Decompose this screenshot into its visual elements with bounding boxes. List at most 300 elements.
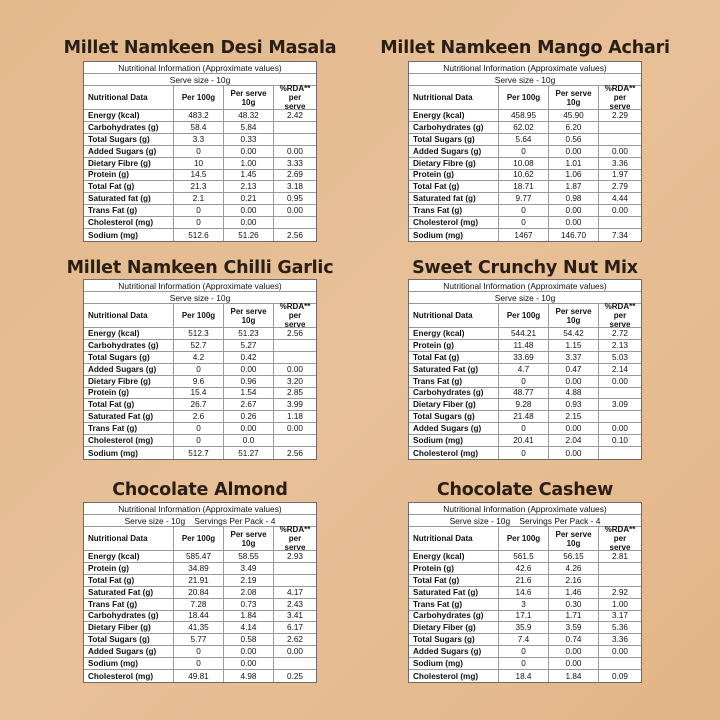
- rda-value: [599, 411, 641, 422]
- info-text: Nutritional Information (Approximate values): [443, 62, 607, 73]
- info-text: Nutritional Information (Approximate values): [118, 62, 282, 73]
- per-100g-value: 10.08: [499, 158, 549, 169]
- nutrient-name: Energy (kcal): [409, 110, 499, 121]
- nutrient-name: Added Sugars (g): [84, 646, 174, 657]
- rda-value: 2.81: [612, 551, 628, 561]
- per-100g-value: 2.1: [174, 193, 224, 204]
- table-header-row: [84, 86, 316, 110]
- table-row: [409, 158, 641, 170]
- info-text: Nutritional Information (Approximate values): [118, 280, 282, 291]
- header-per-100g: Per 100g: [499, 86, 549, 109]
- per-serve-value: 3.49: [224, 563, 274, 574]
- table-row: [84, 658, 316, 670]
- per-100g-value: 35.9: [499, 622, 549, 633]
- rda-value: 1.18: [287, 412, 303, 422]
- info-row: [84, 503, 316, 515]
- rda-value: 2.42: [287, 110, 303, 120]
- per-serve-value: 4.88: [549, 388, 599, 399]
- table-row: [409, 217, 641, 229]
- per-serve-value: 0.73: [224, 599, 274, 610]
- table-row: [409, 340, 641, 352]
- table-row: [409, 388, 641, 400]
- table-row: [409, 328, 641, 340]
- per-serve-value: 0.47: [549, 364, 599, 375]
- per-serve-value: 0.21: [224, 193, 274, 204]
- table-row: [409, 447, 641, 459]
- rda-value: 3.99: [287, 400, 303, 410]
- per-serve-value: 0.33: [224, 134, 274, 145]
- nutrient-name: Sodium (mg): [409, 658, 499, 669]
- header-rda: %RDA** per serve: [279, 84, 311, 111]
- table-row: [84, 217, 316, 229]
- rda-value: 0.00: [612, 146, 628, 156]
- rda-value: 0.00: [612, 647, 628, 657]
- per-serve-value: 1.06: [549, 170, 599, 181]
- per-serve-value: 0.00: [549, 217, 599, 228]
- per-100g-value: 14.6: [499, 587, 549, 598]
- rda-value: 4.17: [287, 587, 303, 597]
- rda-value: 2.62: [287, 635, 303, 645]
- per-serve-value: 0.93: [549, 399, 599, 410]
- serve-size-text: Serve size - 10g: [169, 292, 231, 303]
- info-row: [409, 280, 641, 292]
- rda-value: [274, 340, 316, 351]
- per-serve-value: 0.00: [549, 646, 599, 657]
- table-row: [409, 423, 641, 435]
- nutrient-name: Protein (g): [84, 170, 174, 181]
- nutrient-name: Dietary Fibre (g): [84, 376, 174, 387]
- rda-value: [274, 352, 316, 363]
- per-100g-value: 0: [174, 364, 224, 375]
- nutrient-name: Protein (g): [84, 388, 174, 399]
- nutrient-name: Sodium (mg): [84, 658, 174, 669]
- table-row: [409, 170, 641, 182]
- rda-value: 0.00: [287, 647, 303, 657]
- nutrient-name: Protein (g): [409, 340, 499, 351]
- nutrient-name: Saturated Fat (g): [409, 364, 499, 375]
- nutrient-name: Added Sugars (g): [409, 146, 499, 157]
- per-100g-value: 52.7: [174, 340, 224, 351]
- header-rda: %RDA** per serve: [604, 84, 636, 111]
- header-nutritional-data: Nutritional Data: [409, 86, 499, 109]
- per-serve-value: 0.00: [549, 658, 599, 669]
- per-serve-value: 5.27: [224, 340, 274, 351]
- panel-title: Millet Namkeen Mango Achari: [380, 38, 670, 58]
- table-row: [84, 622, 316, 634]
- table-row: [84, 352, 316, 364]
- table-row: [84, 170, 316, 182]
- per-serve-value: 4.98: [224, 670, 274, 682]
- per-100g-value: 5.77: [174, 634, 224, 645]
- table-row: [84, 599, 316, 611]
- rda-value: 0.00: [287, 146, 303, 156]
- table-row: [409, 205, 641, 217]
- nutrient-name: Added Sugars (g): [409, 646, 499, 657]
- panel-title: Chocolate Almond: [112, 480, 288, 500]
- rda-value: 2.92: [612, 587, 628, 597]
- per-100g-value: 11.48: [499, 340, 549, 351]
- table-row: [84, 423, 316, 435]
- rda-value: [274, 658, 316, 669]
- header-per-100g: Per 100g: [174, 527, 224, 550]
- serve-size-text: Serve size - 10g: [494, 292, 556, 303]
- per-100g-value: 512.7: [174, 447, 224, 459]
- table-row: [84, 110, 316, 122]
- table-row: [409, 376, 641, 388]
- table-row: [84, 551, 316, 563]
- header-nutritional-data: Nutritional Data: [409, 304, 499, 327]
- nutrient-name: Cholesterol (mg): [409, 217, 499, 228]
- per-serve-value: 56.15: [549, 551, 599, 562]
- nutrient-name: Cholesterol (mg): [409, 447, 499, 459]
- per-100g-value: 21.6: [499, 575, 549, 586]
- rda-value: 2.43: [287, 599, 303, 609]
- per-100g-value: 9.77: [499, 193, 549, 204]
- table-row: [409, 435, 641, 447]
- table-row: [409, 551, 641, 563]
- rda-value: 2.14: [612, 364, 628, 374]
- table-row: [409, 599, 641, 611]
- header-per-100g: Per 100g: [499, 527, 549, 550]
- per-serve-value: 1.01: [549, 158, 599, 169]
- nutrient-name: Total Sugars (g): [409, 134, 499, 145]
- per-serve-value: 51.27: [224, 447, 274, 459]
- per-100g-value: 0: [174, 658, 224, 669]
- per-100g-value: 0: [499, 376, 549, 387]
- table-row: [84, 435, 316, 447]
- rda-value: 1.00: [612, 599, 628, 609]
- table-row: [84, 158, 316, 170]
- rda-value: 0.10: [612, 436, 628, 446]
- nutrient-name: Saturated Fat (g): [84, 587, 174, 598]
- rda-value: 3.36: [612, 158, 628, 168]
- info-row: [84, 62, 316, 74]
- per-serve-value: 0.26: [224, 411, 274, 422]
- rda-value: [274, 575, 316, 586]
- table-row: [84, 634, 316, 646]
- rda-value: 1.97: [612, 170, 628, 180]
- table-row: [84, 587, 316, 599]
- table-row: [84, 229, 316, 241]
- header-per-100g: Per 100g: [174, 304, 224, 327]
- panel-title: Chocolate Cashew: [436, 480, 614, 500]
- table-header-row: [409, 527, 641, 551]
- per-100g-value: 0: [174, 205, 224, 216]
- rda-value: [599, 658, 641, 669]
- nutrition-table: [83, 279, 317, 460]
- table-header-row: [409, 86, 641, 110]
- per-serve-value: 1.15: [549, 340, 599, 351]
- per-serve-value: 1.87: [549, 181, 599, 192]
- nutrient-name: Trans Fat (g): [84, 205, 174, 216]
- rda-value: 0.95: [287, 194, 303, 204]
- nutrient-name: Saturated Fat (g): [84, 411, 174, 422]
- nutrient-name: Cholesterol (mg): [84, 217, 174, 228]
- per-serve-value: 0.00: [224, 205, 274, 216]
- per-serve-value: 5.84: [224, 122, 274, 133]
- per-100g-value: 1467: [499, 229, 549, 241]
- rda-value: [274, 563, 316, 574]
- nutrient-name: Dietary Fibre (g): [409, 158, 499, 169]
- nutrient-name: Total Sugars (g): [409, 411, 499, 422]
- table-row: [409, 646, 641, 658]
- per-100g-value: 0: [499, 146, 549, 157]
- per-100g-value: 0: [499, 447, 549, 459]
- per-100g-value: 0: [174, 146, 224, 157]
- table-row: [409, 611, 641, 623]
- table-row: [84, 193, 316, 205]
- table-row: [84, 364, 316, 376]
- table-row: [84, 328, 316, 340]
- nutrient-name: Total Fat (g): [409, 352, 499, 363]
- rda-value: 3.18: [287, 182, 303, 192]
- per-100g-value: 4.7: [499, 364, 549, 375]
- per-100g-value: 0: [174, 435, 224, 446]
- per-100g-value: 58.4: [174, 122, 224, 133]
- per-serve-value: 3.37: [549, 352, 599, 363]
- per-100g-value: 62.02: [499, 122, 549, 133]
- nutrient-name: Cholesterol (mg): [409, 670, 499, 682]
- table-header-row: [84, 527, 316, 551]
- per-100g-value: 7.28: [174, 599, 224, 610]
- rda-value: 2.29: [612, 110, 628, 120]
- header-nutritional-data: Nutritional Data: [84, 86, 174, 109]
- header-rda: %RDA** per serve: [604, 302, 636, 329]
- serve-size-text: Serve size - 10g Servings Per Pack - 4: [449, 515, 601, 526]
- per-serve-value: 1.71: [549, 611, 599, 622]
- per-100g-value: 512.3: [174, 328, 224, 339]
- per-100g-value: 544.21: [499, 328, 549, 339]
- nutrient-name: Sodium (mg): [84, 447, 174, 459]
- table-row: [84, 563, 316, 575]
- nutrient-name: Energy (kcal): [84, 551, 174, 562]
- rda-value: 3.36: [612, 635, 628, 645]
- per-serve-value: 4.14: [224, 622, 274, 633]
- rda-value: 6.17: [287, 623, 303, 633]
- rda-value: [599, 217, 641, 228]
- nutrient-name: Trans Fat (g): [84, 599, 174, 610]
- table-row: [84, 340, 316, 352]
- per-100g-value: 33.69: [499, 352, 549, 363]
- table-header-row: [409, 304, 641, 328]
- per-serve-value: 0.00: [549, 146, 599, 157]
- table-row: [409, 146, 641, 158]
- nutrition-table: [83, 502, 317, 683]
- nutrient-name: Total Fat (g): [409, 181, 499, 192]
- per-100g-value: 21.3: [174, 181, 224, 192]
- rda-value: [274, 435, 316, 446]
- header-nutritional-data: Nutritional Data: [84, 527, 174, 550]
- rda-value: 3.41: [287, 611, 303, 621]
- per-100g-value: 5.64: [499, 134, 549, 145]
- nutrient-name: Energy (kcal): [84, 110, 174, 121]
- per-100g-value: 26.7: [174, 399, 224, 410]
- per-serve-value: 2.08: [224, 587, 274, 598]
- per-serve-value: 1.84: [224, 611, 274, 622]
- rda-value: 0.25: [287, 671, 303, 681]
- rda-value: [274, 217, 316, 228]
- per-serve-value: 0.00: [224, 217, 274, 228]
- per-serve-value: 2.16: [549, 575, 599, 586]
- rda-value: 4.44: [612, 194, 628, 204]
- table-row: [409, 110, 641, 122]
- nutrient-name: Energy (kcal): [409, 328, 499, 339]
- table-row: [84, 205, 316, 217]
- nutrition-table: [408, 279, 642, 460]
- per-serve-value: 48.32: [224, 110, 274, 121]
- per-serve-value: 2.15: [549, 411, 599, 422]
- per-100g-value: 49.81: [174, 670, 224, 682]
- rda-value: [599, 575, 641, 586]
- rda-value: 0.00: [287, 206, 303, 216]
- nutrient-name: Saturated Fat (g): [409, 587, 499, 598]
- per-serve-value: 0.00: [224, 646, 274, 657]
- per-serve-value: 51.23: [224, 328, 274, 339]
- rda-value: 3.20: [287, 376, 303, 386]
- per-serve-value: 1.84: [549, 670, 599, 682]
- table-row: [409, 352, 641, 364]
- nutrient-name: Sodium (mg): [409, 435, 499, 446]
- per-serve-value: 0.42: [224, 352, 274, 363]
- rda-value: 5.36: [612, 623, 628, 633]
- nutrition-table: [408, 502, 642, 683]
- per-serve-value: 0.30: [549, 599, 599, 610]
- per-100g-value: 10: [174, 158, 224, 169]
- nutrient-name: Protein (g): [409, 170, 499, 181]
- table-row: [409, 411, 641, 423]
- rda-value: 3.17: [612, 611, 628, 621]
- table-row: [409, 634, 641, 646]
- header-per-serve: Per serve 10g: [549, 527, 599, 550]
- per-100g-value: 0: [499, 646, 549, 657]
- per-100g-value: 561.5: [499, 551, 549, 562]
- nutrient-name: Dietary Fiber (g): [84, 622, 174, 633]
- table-row: [409, 122, 641, 134]
- per-100g-value: 458.95: [499, 110, 549, 121]
- per-100g-value: 18.44: [174, 611, 224, 622]
- nutrient-name: Sodium (mg): [409, 229, 499, 241]
- per-serve-value: 1.46: [549, 587, 599, 598]
- rda-value: [599, 388, 641, 399]
- table-row: [409, 229, 641, 241]
- per-100g-value: 17.1: [499, 611, 549, 622]
- nutrient-name: Trans Fat (g): [409, 376, 499, 387]
- table-row: [84, 646, 316, 658]
- per-serve-value: 0.00: [549, 205, 599, 216]
- header-nutritional-data: Nutritional Data: [84, 304, 174, 327]
- rda-value: 0.00: [612, 206, 628, 216]
- nutrient-name: Carbohydrates (g): [84, 122, 174, 133]
- nutrition-table: [83, 61, 317, 242]
- table-row: [84, 134, 316, 146]
- header-nutritional-data: Nutritional Data: [409, 527, 499, 550]
- header-per-serve: Per serve 10g: [224, 527, 274, 550]
- per-100g-value: 20.41: [499, 435, 549, 446]
- nutrient-name: Trans Fat (g): [409, 599, 499, 610]
- nutrient-name: Sodium (mg): [84, 229, 174, 241]
- rda-value: 3.33: [287, 158, 303, 168]
- nutrient-name: Total Fat (g): [84, 181, 174, 192]
- rda-value: 2.13: [612, 340, 628, 350]
- nutrient-name: Carbohydrates (g): [409, 122, 499, 133]
- per-serve-value: 2.19: [224, 575, 274, 586]
- table-row: [409, 193, 641, 205]
- rda-value: 2.79: [612, 182, 628, 192]
- info-row: [409, 503, 641, 515]
- table-row: [84, 388, 316, 400]
- header-per-serve: Per serve 10g: [224, 86, 274, 109]
- table-row: [409, 399, 641, 411]
- panel-title: Millet Namkeen Desi Masala: [63, 38, 337, 58]
- per-100g-value: 0: [499, 217, 549, 228]
- per-100g-value: 585.47: [174, 551, 224, 562]
- per-serve-value: 0.00: [224, 364, 274, 375]
- rda-value: 2.93: [287, 551, 303, 561]
- serve-size-text: Serve size - 10g: [169, 74, 231, 85]
- table-row: [409, 622, 641, 634]
- table-row: [409, 364, 641, 376]
- nutrient-name: Saturated fat (g): [409, 193, 499, 204]
- rda-value: 2.85: [287, 388, 303, 398]
- rda-value: [599, 122, 641, 133]
- rda-value: 7.34: [612, 230, 628, 240]
- per-serve-value: 54.42: [549, 328, 599, 339]
- table-row: [409, 134, 641, 146]
- per-100g-value: 10.62: [499, 170, 549, 181]
- info-text: Nutritional Information (Approximate values): [443, 280, 607, 291]
- per-100g-value: 7.4: [499, 634, 549, 645]
- per-serve-value: 0.58: [224, 634, 274, 645]
- nutrient-name: Total Sugars (g): [84, 352, 174, 363]
- per-100g-value: 0: [174, 423, 224, 434]
- nutrient-name: Trans Fat (g): [409, 205, 499, 216]
- rda-value: [274, 134, 316, 145]
- per-serve-value: 146.70: [549, 229, 599, 241]
- table-row: [84, 411, 316, 423]
- per-100g-value: 512.6: [174, 229, 224, 241]
- header-per-100g: Per 100g: [499, 304, 549, 327]
- header-rda: %RDA** per serve: [279, 525, 311, 552]
- serve-size-text: Serve size - 10g: [494, 74, 556, 85]
- info-row: [84, 280, 316, 292]
- per-100g-value: 21.48: [499, 411, 549, 422]
- table-row: [409, 563, 641, 575]
- rda-value: 0.00: [612, 424, 628, 434]
- per-serve-value: 0.00: [224, 423, 274, 434]
- per-serve-value: 6.20: [549, 122, 599, 133]
- table-row: [409, 658, 641, 670]
- nutrient-name: Dietary Fibre (g): [84, 158, 174, 169]
- per-100g-value: 3: [499, 599, 549, 610]
- serve-size-text: Serve size - 10g Servings Per Pack - 4: [124, 515, 276, 526]
- nutrient-name: Carbohydrates (g): [84, 340, 174, 351]
- table-row: [409, 181, 641, 193]
- info-text: Nutritional Information (Approximate values): [443, 503, 607, 514]
- per-100g-value: 0: [174, 646, 224, 657]
- per-serve-value: 51.26: [224, 229, 274, 241]
- table-row: [84, 575, 316, 587]
- table-row: [84, 399, 316, 411]
- per-100g-value: 21.91: [174, 575, 224, 586]
- rda-value: 2.56: [287, 230, 303, 240]
- rda-value: [599, 134, 641, 145]
- nutrient-name: Carbohydrates (g): [409, 388, 499, 399]
- nutrient-name: Dietary Fiber (g): [409, 399, 499, 410]
- table-row: [84, 611, 316, 623]
- per-100g-value: 0: [174, 217, 224, 228]
- nutrient-name: Carbohydrates (g): [84, 611, 174, 622]
- table-row: [84, 447, 316, 459]
